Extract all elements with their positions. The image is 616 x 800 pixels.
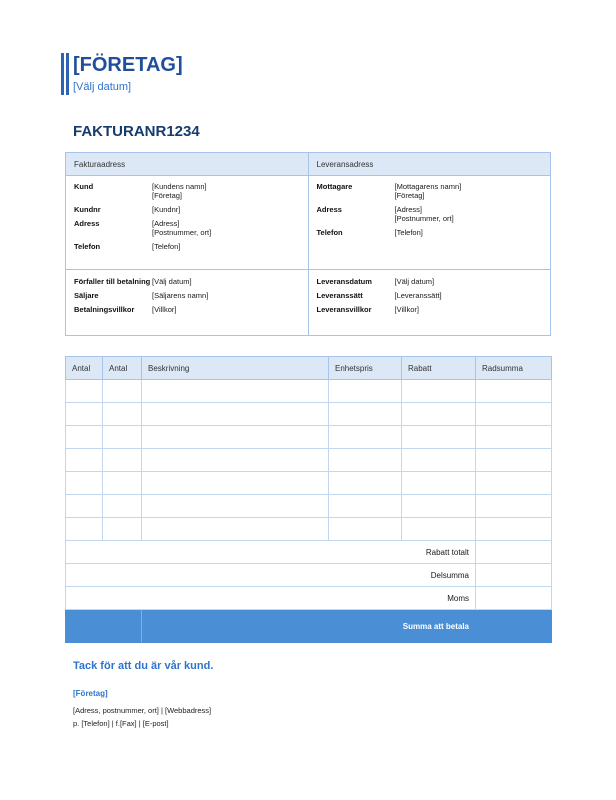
summary-value[interactable]: [476, 541, 552, 564]
footer-company[interactable]: [Företag]: [73, 689, 108, 698]
billing-lower: [74, 275, 300, 317]
invoice-date[interactable]: [Välj datum]: [73, 81, 132, 93]
item-cell[interactable]: [103, 403, 142, 426]
field-label: Mottagare: [316, 182, 353, 191]
summary-label: Rabatt totalt: [66, 541, 476, 564]
item-cell[interactable]: [402, 518, 476, 541]
item-cell[interactable]: [476, 495, 552, 518]
summary-label: Delsumma: [66, 564, 476, 587]
item-cell[interactable]: [103, 495, 142, 518]
item-cell[interactable]: [402, 449, 476, 472]
field-value[interactable]: [Adress] [Postnummer, ort]: [152, 219, 212, 237]
info-row: [74, 180, 300, 203]
summary-row: [66, 587, 552, 610]
item-row: [66, 472, 552, 495]
field-label: Betalningsvillkor: [74, 305, 135, 314]
field-value[interactable]: [Välj datum]: [152, 277, 192, 286]
shipping-terms-block: [308, 270, 551, 336]
field-label: Kund: [74, 182, 94, 191]
item-row: [66, 495, 552, 518]
shipping-block: [308, 176, 551, 270]
item-cell[interactable]: [142, 495, 329, 518]
footer-address[interactable]: [Adress, postnummer, ort] | [Webbadress]: [73, 706, 212, 715]
billing-terms-block: [66, 270, 309, 336]
item-cell[interactable]: [66, 472, 103, 495]
company-name[interactable]: [FÖRETAG]: [73, 54, 183, 76]
item-cell[interactable]: [476, 449, 552, 472]
item-cell[interactable]: [66, 449, 103, 472]
item-cell[interactable]: [103, 472, 142, 495]
item-cell[interactable]: [402, 426, 476, 449]
info-row: [317, 226, 543, 240]
column-header: Beskrivning: [142, 357, 329, 380]
field-value[interactable]: [Kundnr]: [152, 205, 181, 214]
summary-value[interactable]: [476, 587, 552, 610]
accent-bar: [66, 53, 69, 95]
info-row: [74, 240, 300, 254]
field-label: Adress: [316, 205, 342, 214]
field-value[interactable]: [Kundens namn] [Företag]: [152, 182, 207, 200]
column-header: Antal: [66, 357, 103, 380]
shipping-lower: [317, 275, 543, 317]
billing-upper: [74, 180, 300, 254]
field-value[interactable]: [Telefon]: [394, 228, 423, 237]
thank-you-message: Tack för att du är vår kund.: [73, 660, 214, 672]
summary-row: [66, 541, 552, 564]
item-cell[interactable]: [402, 472, 476, 495]
item-cell[interactable]: [329, 518, 402, 541]
item-cell[interactable]: [103, 426, 142, 449]
item-cell[interactable]: [476, 403, 552, 426]
summary-value[interactable]: [476, 564, 552, 587]
address-table: [65, 152, 551, 336]
info-row: [74, 203, 300, 217]
item-row: [66, 403, 552, 426]
field-label: Förfaller till betalning: [74, 277, 151, 286]
field-label: Kundnr: [74, 205, 101, 214]
info-row: [74, 275, 300, 289]
item-row: [66, 380, 552, 403]
field-value[interactable]: [Säljarens namn]: [152, 291, 209, 300]
item-cell[interactable]: [329, 403, 402, 426]
field-value[interactable]: [Välj datum]: [394, 277, 435, 286]
field-value[interactable]: [Villkor]: [152, 305, 177, 314]
item-cell[interactable]: [329, 472, 402, 495]
item-cell[interactable]: [142, 449, 329, 472]
item-row: [66, 518, 552, 541]
item-cell[interactable]: [476, 518, 552, 541]
item-cell[interactable]: [66, 495, 103, 518]
field-label: Telefon: [74, 242, 101, 251]
item-cell[interactable]: [103, 380, 142, 403]
field-label: Leveransvillkor: [316, 305, 372, 314]
item-cell[interactable]: [476, 472, 552, 495]
item-cell[interactable]: [103, 449, 142, 472]
item-cell[interactable]: [329, 380, 402, 403]
item-cell[interactable]: [476, 426, 552, 449]
item-cell[interactable]: [142, 426, 329, 449]
item-cell[interactable]: [66, 426, 103, 449]
item-cell[interactable]: [142, 403, 329, 426]
column-header: Enhetspris: [329, 357, 402, 380]
field-label: Säljare: [74, 291, 99, 300]
item-cell[interactable]: [103, 518, 142, 541]
info-row: [317, 303, 543, 317]
shipping-upper: [317, 180, 543, 240]
info-row: [317, 289, 543, 303]
billing-heading: Fakturaadress: [66, 153, 309, 176]
field-value[interactable]: [Adress] [Postnummer, ort]: [394, 205, 454, 223]
field-label: Leveranssätt: [316, 291, 363, 300]
items-table: [65, 356, 552, 643]
info-row: [74, 303, 300, 317]
total-label: Summa att betala: [142, 610, 476, 643]
field-value[interactable]: [Mottagarens namn] [Företag]: [394, 182, 462, 200]
item-cell[interactable]: [66, 518, 103, 541]
item-cell[interactable]: [66, 380, 103, 403]
total-row: [66, 610, 552, 643]
item-cell[interactable]: [402, 380, 476, 403]
column-header: Radsumma: [476, 357, 552, 380]
info-row: [74, 289, 300, 303]
item-cell[interactable]: [142, 472, 329, 495]
info-row: [74, 217, 300, 240]
column-header: Antal: [103, 357, 142, 380]
info-row: [317, 203, 543, 226]
field-label: Adress: [74, 219, 100, 228]
item-cell[interactable]: [329, 426, 402, 449]
summary-label: Moms: [66, 587, 476, 610]
item-cell[interactable]: [142, 380, 329, 403]
item-cell[interactable]: [402, 495, 476, 518]
shipping-heading: Leveransadress: [308, 153, 551, 176]
info-row: [317, 275, 543, 289]
summary-row: [66, 564, 552, 587]
field-value[interactable]: [Villkor]: [394, 305, 419, 314]
total-spacer: [66, 610, 142, 643]
item-cell[interactable]: [329, 449, 402, 472]
item-row: [66, 426, 552, 449]
item-row: [66, 449, 552, 472]
item-cell[interactable]: [66, 403, 103, 426]
field-value[interactable]: [Telefon]: [152, 242, 181, 251]
field-label: Leveransdatum: [316, 277, 372, 286]
field-label: Telefon: [316, 228, 343, 237]
item-cell[interactable]: [142, 518, 329, 541]
item-cell[interactable]: [476, 380, 552, 403]
total-value[interactable]: [476, 610, 552, 643]
field-value[interactable]: [Leveranssätt]: [394, 291, 442, 300]
info-row: [317, 180, 543, 203]
item-cell[interactable]: [402, 403, 476, 426]
footer-contact[interactable]: p. [Telefon] | f.[Fax] | [E-post]: [73, 719, 169, 728]
billing-block: [66, 176, 309, 270]
column-header: Rabatt: [402, 357, 476, 380]
item-cell[interactable]: [329, 495, 402, 518]
accent-bar: [61, 53, 64, 95]
invoice-number[interactable]: FAKTURANR1234: [73, 123, 200, 140]
